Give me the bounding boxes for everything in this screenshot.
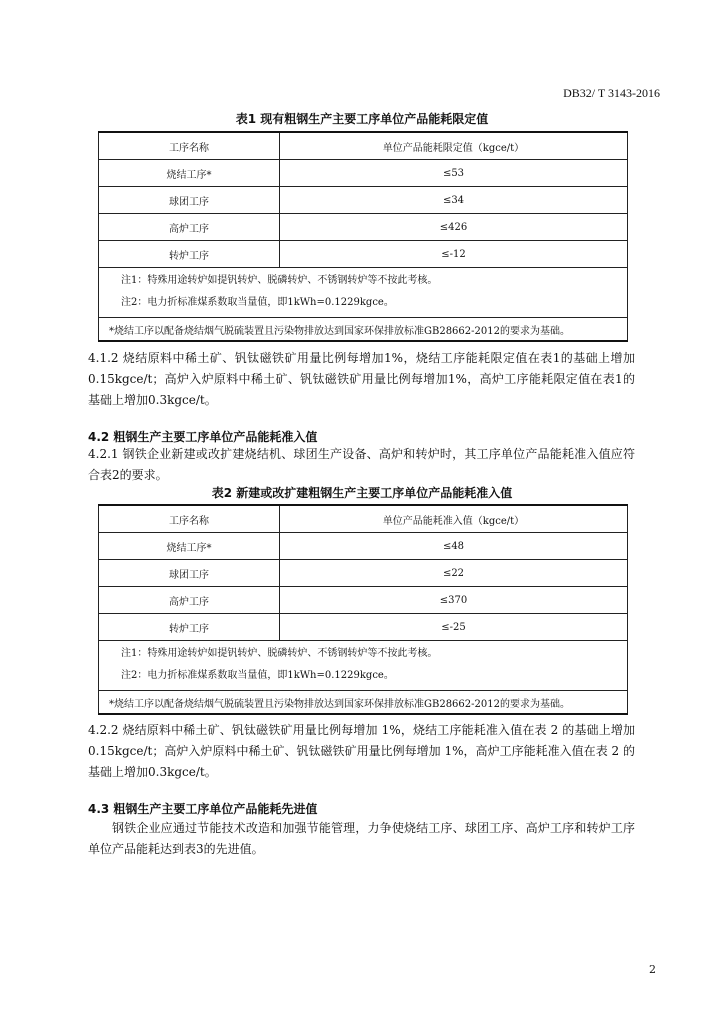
process-value: ≤370 <box>280 587 628 614</box>
paragraph-4-2-1: 4.2.1 钢铁企业新建或改扩建烧结机、球团生产设备、高炉和转炉时，其工序单位产品能耗准入值应符合表2的要求。 <box>88 447 635 482</box>
section-heading-4-3: 4.3 粗钢生产主要工序单位产品能耗先进值 <box>88 802 318 816</box>
table-row <box>99 160 628 187</box>
process-value: ≤48 <box>280 533 628 560</box>
table-note: 注1：特殊用途转炉如提钒转炉、脱磷转炉、不锈钢转炉等不按此考核。 <box>121 275 438 286</box>
table-row <box>99 241 628 268</box>
table-notes <box>99 268 628 318</box>
table-footnote: *烧结工序以配备烧结烟气脱硫装置且污染物排放达到国家环保排放标准GB28662-2012的要求为基础。 <box>99 691 628 715</box>
table-footnote-row <box>99 318 628 342</box>
section-heading-4-2: 4.2 粗钢生产主要工序单位产品能耗准入值 <box>88 430 318 444</box>
process-value: ≤426 <box>280 214 628 241</box>
table-notes-row <box>99 268 628 318</box>
table-notes <box>99 641 628 691</box>
table1-caption: 表1 现有粗钢生产主要工序单位产品能耗限定值 <box>235 112 489 126</box>
process-name: 球团工序 <box>99 560 280 587</box>
paragraph-4-3: 钢铁企业应通过节能技术改造和加强节能管理，力争使烧结工序、球团工序、高炉工序和转炉工序单位产品能耗达到表3的先进值。 <box>88 821 635 856</box>
process-value: ≤34 <box>280 187 628 214</box>
column-header: 工序名称 <box>99 505 280 533</box>
column-header: 工序名称 <box>99 132 280 160</box>
table-footnote-row <box>99 691 628 715</box>
process-value: ≤53 <box>280 160 628 187</box>
table-notes-row <box>99 641 628 691</box>
column-header: 单位产品能耗限定值（kgce/t） <box>280 132 628 160</box>
process-value: ≤22 <box>280 560 628 587</box>
process-name: 高炉工序 <box>99 587 280 614</box>
table-row <box>99 187 628 214</box>
paragraph-4-2-2: 4.2.2 烧结原料中稀土矿、钒钛磁铁矿用量比例每增加 1%，烧结工序能耗准入值在表 2 的基础上增加0.15kgce/t；高炉入炉原料中稀土矿、钒钛磁铁矿用量比例每增加 1%，高炉工序能耗准入值在表 2 的基础上增加0.3kgce/t。 <box>88 723 635 779</box>
table-row <box>99 614 628 641</box>
process-name: 转炉工序 <box>99 614 280 641</box>
table1 <box>98 131 628 342</box>
process-value: ≤-12 <box>280 241 628 268</box>
table-footnote: *烧结工序以配备烧结烟气脱硫装置且污染物排放达到国家环保排放标准GB28662-2012的要求为基础。 <box>99 318 628 342</box>
column-header: 单位产品能耗准入值（kgce/t） <box>280 505 628 533</box>
page-number: 2 <box>649 963 656 976</box>
table-row <box>99 587 628 614</box>
table-row <box>99 533 628 560</box>
process-value: ≤-25 <box>280 614 628 641</box>
table-row <box>99 560 628 587</box>
table-note: 注1：特殊用途转炉如提钒转炉、脱磷转炉、不锈钢转炉等不按此考核。 <box>121 648 438 659</box>
process-name: 高炉工序 <box>99 214 280 241</box>
table2 <box>98 504 628 715</box>
table-header-row <box>99 132 628 160</box>
process-name: 球团工序 <box>99 187 280 214</box>
table-row <box>99 214 628 241</box>
paragraph-4-1-2: 4.1.2 烧结原料中稀土矿、钒钛磁铁矿用量比例每增加1%，烧结工序能耗限定值在表1的基础上增加0.15kgce/t；高炉入炉原料中稀土矿、钒钛磁铁矿用量比例每增加1%，高炉工序能耗限定值在表1的基础上增加0.3kgce/t。 <box>88 351 635 407</box>
table2-caption: 表2 新建或改扩建粗钢生产主要工序单位产品能耗准入值 <box>211 486 513 500</box>
process-name: 转炉工序 <box>99 241 280 268</box>
process-name: 烧结工序* <box>99 533 280 560</box>
table-header-row <box>99 505 628 533</box>
document-number: DB32/ T 3143-2016 <box>563 86 660 100</box>
table-note: 注2：电力折标准煤系数取当量值，即1kWh=0.1229kgce。 <box>121 670 394 681</box>
process-name: 烧结工序* <box>99 160 280 187</box>
table-note: 注2：电力折标准煤系数取当量值，即1kWh=0.1229kgce。 <box>121 297 394 308</box>
